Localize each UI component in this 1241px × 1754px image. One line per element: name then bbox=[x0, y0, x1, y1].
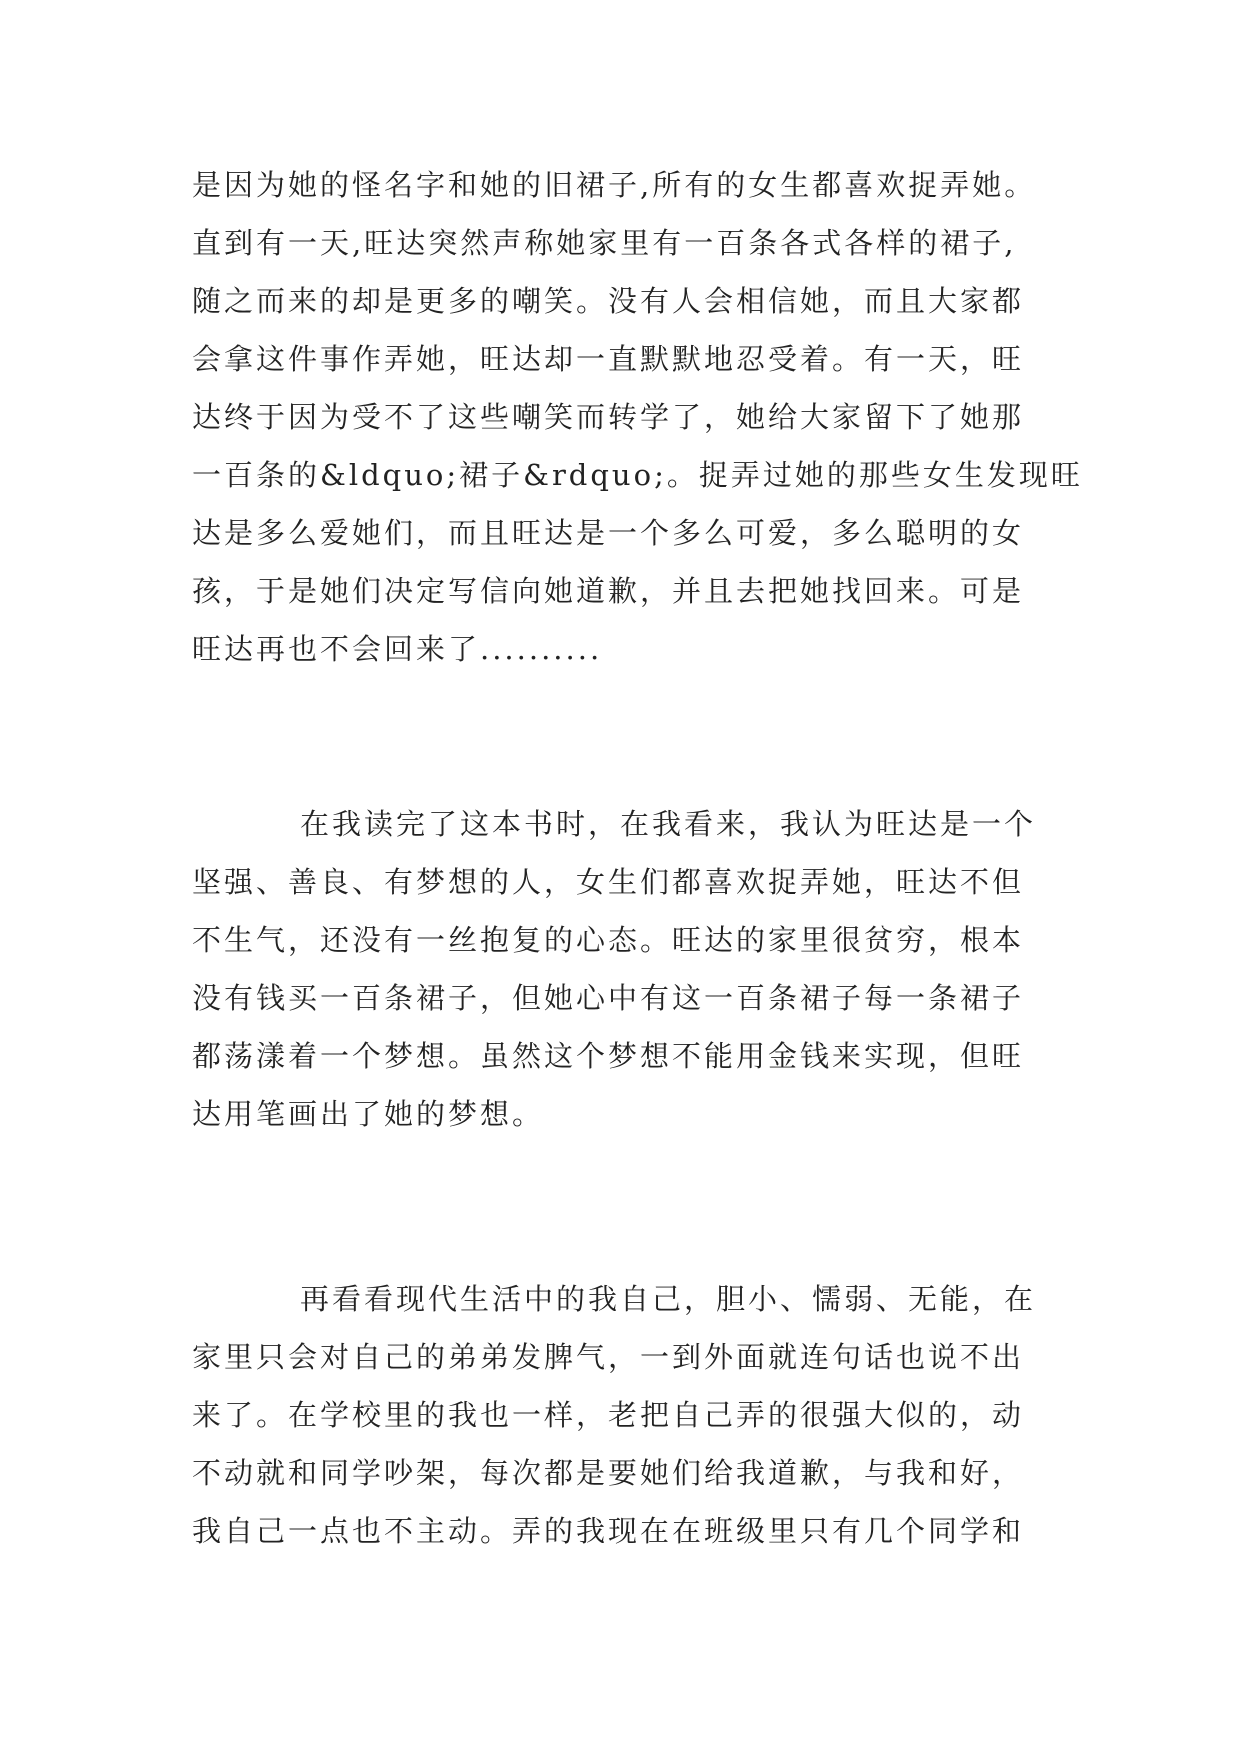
text-line: 直到有一天,旺达突然声称她家里有一百条各式各样的裙子, bbox=[192, 226, 1017, 260]
text-line: 再看看现代生活中的我自己，胆小、懦弱、无能，在 bbox=[300, 1282, 1037, 1316]
text-line: 不生气，还没有一丝抱复的心态。旺达的家里很贫穷，根本 bbox=[192, 923, 1025, 957]
text-line: 是因为她的怪名字和她的旧裙子,所有的女生都喜欢捉弄她。 bbox=[192, 168, 1037, 202]
text-line: 没有钱买一百条裙子，但她心中有这一百条裙子每一条裙子 bbox=[192, 981, 1025, 1015]
text-line: 旺达再也不会回来了.......... bbox=[192, 632, 603, 666]
text-line: 会拿这件事作弄她，旺达却一直默默地忍受着。有一天，旺 bbox=[192, 342, 1025, 376]
text-line: 都荡漾着一个梦想。虽然这个梦想不能用金钱来实现，但旺 bbox=[192, 1039, 1025, 1073]
text-line: 随之而来的却是更多的嘲笑。没有人会相信她，而且大家都 bbox=[192, 284, 1025, 318]
text-line: 我自己一点也不主动。弄的我现在在班级里只有几个同学和 bbox=[192, 1514, 1025, 1548]
paragraph-story-summary bbox=[192, 156, 1092, 678]
text-line: 不动就和同学吵架，每次都是要她们给我道歉，与我和好， bbox=[192, 1456, 1025, 1490]
text-line: 坚强、善良、有梦想的人，女生们都喜欢捉弄她，旺达不但 bbox=[192, 865, 1025, 899]
text-line: 达是多么爱她们，而且旺达是一个多么可爱，多么聪明的女 bbox=[192, 516, 1025, 550]
text-line: 来了。在学校里的我也一样，老把自己弄的很强大似的，动 bbox=[192, 1398, 1025, 1432]
paragraph-reflection bbox=[192, 795, 1092, 1143]
text-line: 家里只会对自己的弟弟发脾气，一到外面就连句话也说不出 bbox=[192, 1340, 1025, 1374]
text-line: 达终于因为受不了这些嘲笑而转学了，她给大家留下了她那 bbox=[192, 400, 1025, 434]
text-line: 孩，于是她们决定写信向她道歉，并且去把她找回来。可是 bbox=[192, 574, 1025, 608]
text-line: 达用笔画出了她的梦想。 bbox=[192, 1097, 545, 1131]
text-line: 一百条的&ldquo;裙子&rdquo;。捉弄过她的那些女生发现旺 bbox=[192, 458, 1083, 492]
text-line: 在我读完了这本书时，在我看来，我认为旺达是一个 bbox=[300, 807, 1037, 841]
paragraph-self-reflection bbox=[192, 1270, 1092, 1560]
